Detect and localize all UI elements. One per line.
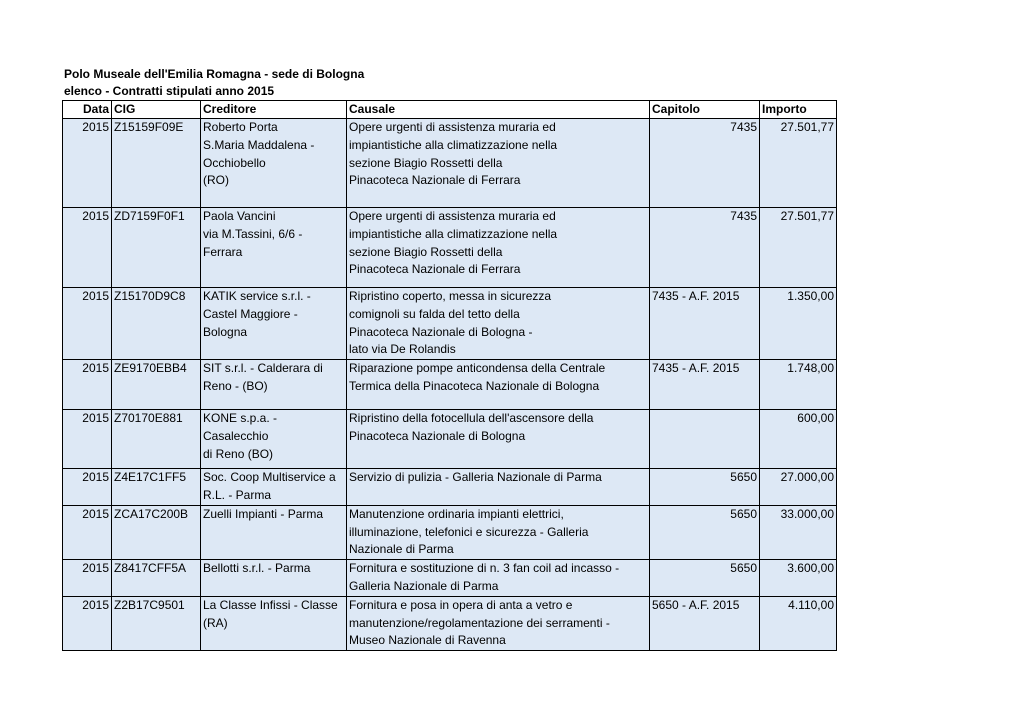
contracts-table: [62, 100, 837, 651]
cell-cig: ZE9170EBB4: [112, 360, 201, 410]
cell-capitolo: [650, 410, 760, 469]
cell-importo: 1.350,00: [760, 288, 837, 360]
cell-data: 2015: [63, 560, 112, 597]
cell-importo: 3.600,00: [760, 560, 837, 597]
cell-importo: 4.110,00: [760, 596, 837, 650]
cell-importo: 600,00: [760, 410, 837, 469]
cell-creditore: KONE s.p.a. - Casalecchio di Reno (BO): [201, 410, 347, 469]
cell-cig: Z8417CFF5A: [112, 560, 201, 597]
column-header-data: Data: [63, 101, 112, 119]
cell-cig: Z15159F09E: [112, 119, 201, 208]
column-header-capitolo: Capitolo: [650, 101, 760, 119]
cell-importo: 1.748,00: [760, 360, 837, 410]
cell-creditore: Paola Vancini via M.Tassini, 6/6 - Ferrara: [201, 208, 347, 288]
cell-causale: Ripristino coperto, messa in sicurezza comignoli su falda del tetto della Pinacoteca Nazionale di Bologna - lato via De Rolandis: [347, 288, 650, 360]
cell-causale: Ripristino della fotocellula dell'ascensore della Pinacoteca Nazionale di Bologna: [347, 410, 650, 469]
cell-cig: Z2B17C9501: [112, 596, 201, 650]
table-row: [63, 288, 837, 360]
cell-creditore: Zuelli Impianti - Parma: [201, 505, 347, 559]
cell-cig: ZD7159F0F1: [112, 208, 201, 288]
cell-data: 2015: [63, 505, 112, 559]
cell-capitolo: 5650: [650, 469, 760, 506]
column-header-causale: Causale: [347, 101, 650, 119]
cell-cig: Z70170E881: [112, 410, 201, 469]
cell-cig: ZCA17C200B: [112, 505, 201, 559]
cell-capitolo: 7435: [650, 119, 760, 208]
cell-creditore: Roberto Porta S.Maria Maddalena - Occhiobello (RO): [201, 119, 347, 208]
cell-capitolo: 7435 - A.F. 2015: [650, 288, 760, 360]
table-row: [63, 360, 837, 410]
cell-data: 2015: [63, 469, 112, 506]
cell-importo: 27.501,77: [760, 208, 837, 288]
document-header: [64, 66, 364, 100]
table-row: [63, 119, 837, 208]
cell-creditore: Soc. Coop Multiservice a R.L. - Parma: [201, 469, 347, 506]
cell-capitolo: 7435 - A.F. 2015: [650, 360, 760, 410]
table-row: [63, 596, 837, 650]
document-subtitle: elenco - Contratti stipulati anno 2015: [64, 84, 275, 98]
cell-data: 2015: [63, 410, 112, 469]
table-row: [63, 560, 837, 597]
cell-cig: Z4E17C1FF5: [112, 469, 201, 506]
cell-causale: Fornitura e sostituzione di n. 3 fan coil ad incasso - Galleria Nazionale di Parma: [347, 560, 650, 597]
cell-capitolo: 5650: [650, 560, 760, 597]
cell-creditore: La Classe Infissi - Classe (RA): [201, 596, 347, 650]
cell-data: 2015: [63, 208, 112, 288]
cell-creditore: Bellotti s.r.l. - Parma: [201, 560, 347, 597]
cell-importo: 27.000,00: [760, 469, 837, 506]
column-header-creditore: Creditore: [201, 101, 347, 119]
table-row: [63, 208, 837, 288]
cell-creditore: KATIK service s.r.l. - Castel Maggiore - Bologna: [201, 288, 347, 360]
cell-causale: Opere urgenti di assistenza muraria ed impiantistiche alla climatizzazione nella sezione Biagio Rossetti della Pinacoteca Nazionale di Ferrara: [347, 119, 650, 208]
cell-importo: 33.000,00: [760, 505, 837, 559]
cell-causale: Servizio di pulizia - Galleria Nazionale di Parma: [347, 469, 650, 506]
table-row: [63, 469, 837, 506]
cell-data: 2015: [63, 288, 112, 360]
cell-importo: 27.501,77: [760, 119, 837, 208]
cell-data: 2015: [63, 119, 112, 208]
cell-causale: Riparazione pompe anticondensa della Centrale Termica della Pinacoteca Nazionale di Bologna: [347, 360, 650, 410]
cell-capitolo: 5650 - A.F. 2015: [650, 596, 760, 650]
table-row: [63, 505, 837, 559]
cell-causale: Manutenzione ordinaria impianti elettrici, illuminazione, telefonici e sicurezza - Galleria Nazionale di Parma: [347, 505, 650, 559]
cell-data: 2015: [63, 360, 112, 410]
column-header-cig: CIG: [112, 101, 201, 119]
cell-creditore: SIT s.r.l. - Calderara di Reno - (BO): [201, 360, 347, 410]
document-title: Polo Museale dell'Emilia Romagna - sede di Bologna: [64, 67, 365, 81]
cell-cig: Z15170D9C8: [112, 288, 201, 360]
cell-causale: Fornitura e posa in opera di anta a vetro e manutenzione/regolamentazione dei serramenti - Museo Nazionale di Ravenna: [347, 596, 650, 650]
cell-capitolo: 7435: [650, 208, 760, 288]
table-header-row: [63, 101, 837, 119]
table-row: [63, 410, 837, 469]
cell-data: 2015: [63, 596, 112, 650]
column-header-importo: Importo: [760, 101, 837, 119]
cell-causale: Opere urgenti di assistenza muraria ed impiantistiche alla climatizzazione nella sezione Biagio Rossetti della Pinacoteca Nazionale di Ferrara: [347, 208, 650, 288]
cell-capitolo: 5650: [650, 505, 760, 559]
